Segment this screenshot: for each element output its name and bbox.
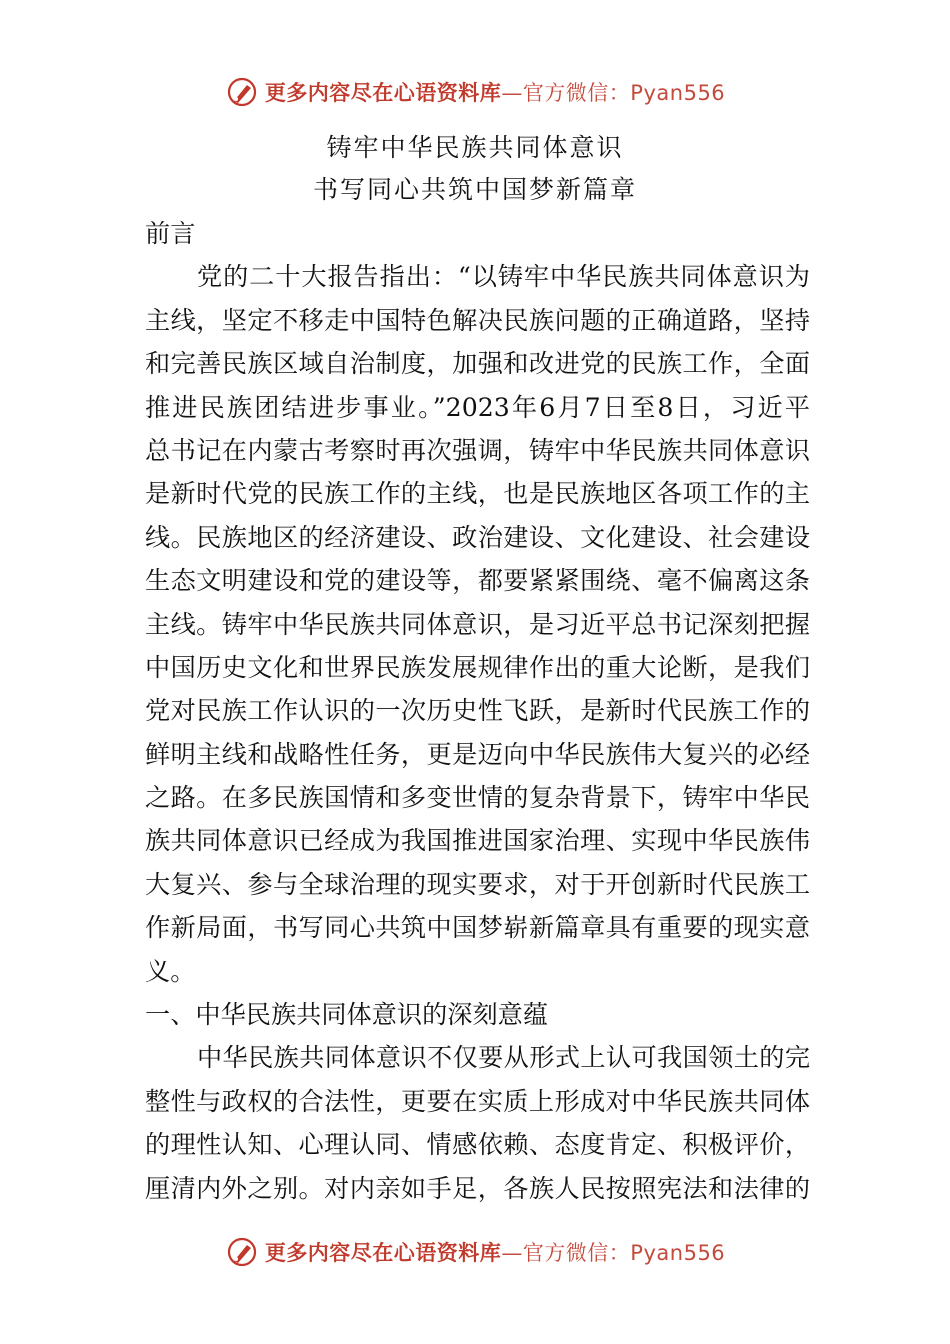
paragraph-line: 义。 [145,956,196,986]
paragraph-line: 推进民族团结进步事业。”2023年6月7日至8日，习近平 [145,392,810,422]
watermark-text [265,77,725,107]
paragraph-line: 鲜明主线和战略性任务，更是迈向中华民族伟大复兴的必经 [145,739,810,769]
paragraph-line: 总书记在内蒙古考察时再次强调，铸牢中华民族共同体意识 [145,435,810,465]
watermark-contact: —官方微信：Pyan556 [501,81,726,105]
pen-nib-logo-icon [225,1235,259,1269]
paragraph-line: 和完善民族区域自治制度，加强和改进党的民族工作，全面 [145,349,810,379]
paragraph-line: 中国历史文化和世界民族发展规律作出的重大论断，是我们 [145,652,810,682]
paragraph-line: 党对民族工作认识的一次历史性飞跃，是新时代民族工作的 [145,696,810,726]
document-title-line-2: 书写同心共筑中国梦新篇章 [312,175,637,204]
pen-nib-logo-icon [225,75,259,109]
paragraph-line: 整性与政权的合法性，更要在实质上形成对中华民族共同体 [145,1086,810,1116]
watermark-lead: 更多内容尽在心语资料库 [264,1241,502,1265]
paragraph-line: 中华民族共同体意识不仅要从形式上认可我国领土的完 [197,1043,810,1073]
watermark-contact: —官方微信：Pyan556 [501,1241,726,1265]
watermark-banner-top [0,72,950,112]
section-heading-one: 一、中华民族共同体意识的深刻意蕴 [145,1000,548,1030]
paragraph-line: 族共同体意识已经成为我国推进国家治理、实现中华民族伟 [145,826,810,856]
section-heading-preface: 前言 [145,219,196,248]
paragraph-line: 生态文明建设和党的建设等，都要紧紧围绕、毫不偏离这条 [145,566,810,596]
paragraph-line: 是新时代党的民族工作的主线，也是民族地区各项工作的主 [145,479,810,509]
paragraph-line: 厘清内外之别。对内亲如手足，各族人民按照宪法和法律的 [145,1173,810,1203]
paragraph-line: 党的二十大报告指出：“以铸牢中华民族共同体意识为 [197,262,810,292]
watermark-banner-bottom [0,1232,950,1272]
watermark-lead: 更多内容尽在心语资料库 [264,81,502,105]
paragraph-line: 主线。铸牢中华民族共同体意识，是习近平总书记深刻把握 [145,609,810,639]
paragraph-line: 主线，坚定不移走中国特色解决民族问题的正确道路，坚持 [145,305,810,335]
document-title-line-1: 铸牢中华民族共同体意识 [326,133,624,162]
paragraph-line: 之路。在多民族国情和多变世情的复杂背景下，铸牢中华民 [145,783,810,813]
watermark-text [265,1237,725,1267]
paragraph-line: 作新局面，书写同心共筑中国梦崭新篇章具有重要的现实意 [145,913,810,943]
paragraph-line: 大复兴、参与全球治理的现实要求，对于开创新时代民族工 [145,869,810,899]
document-body [145,212,810,1210]
paragraph-line: 的理性认知、心理认同、情感依赖、态度肯定、积极评价， [145,1130,810,1160]
paragraph-line: 线。民族地区的经济建设、政治建设、文化建设、社会建设 [145,522,810,552]
